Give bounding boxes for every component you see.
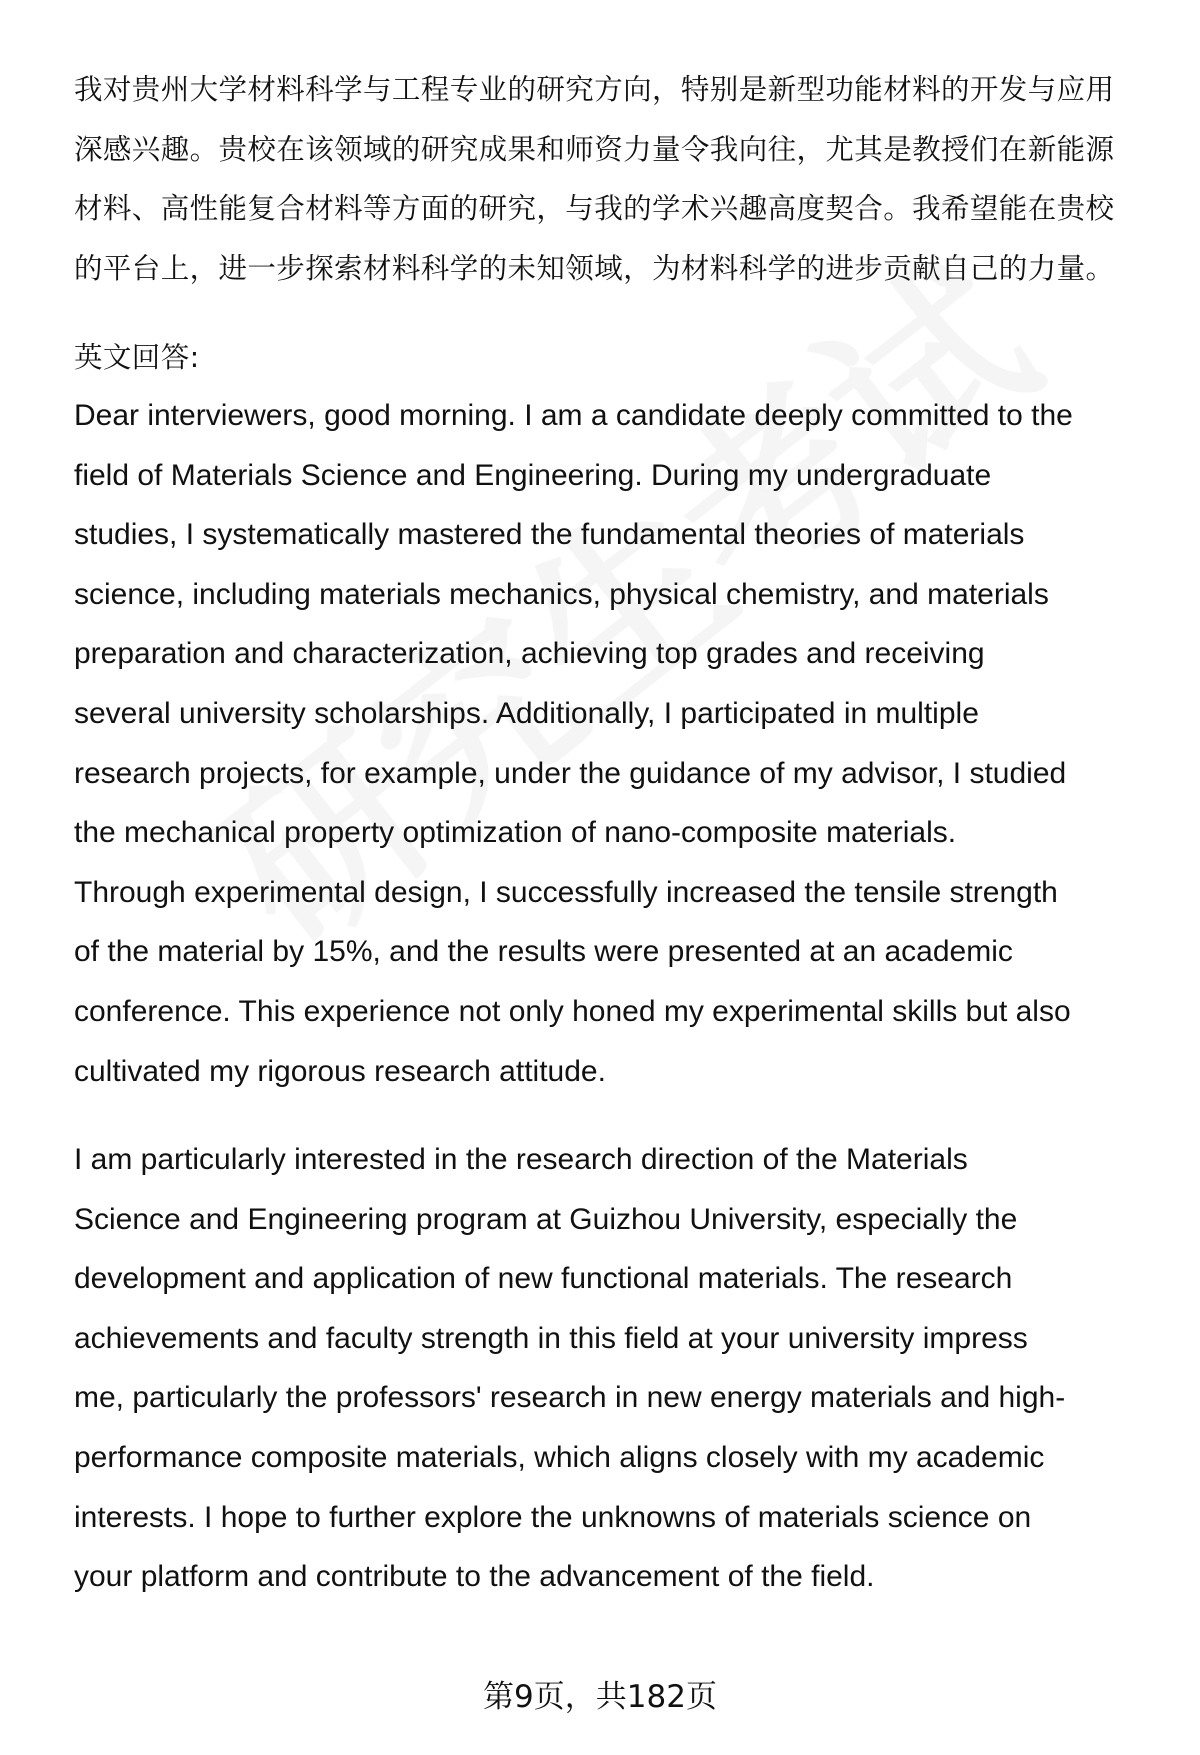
text-line: 深感兴趣。贵校在该领域的研究成果和师资力量令我向往，尤其是教授们在新能源	[74, 132, 1115, 166]
english-answer-label	[74, 328, 200, 388]
text-line: of the material by 15%, and the results were presented at an academic	[74, 935, 1013, 969]
text-line: conference. This experience not only honed my experimental skills but also	[74, 994, 1071, 1028]
text-line: 材料、高性能复合材料等方面的研究，与我的学术兴趣高度契合。我希望能在贵校	[74, 192, 1115, 226]
english-paragraph-1	[74, 386, 1073, 1101]
text-line: the mechanical property optimization of nano-composite materials.	[74, 816, 957, 850]
text-line: achievements and faculty strength in this field at your university impress	[74, 1321, 1028, 1355]
text-line: 的平台上，进一步探索材料科学的未知领域，为材料科学的进步贡献自己的力量。	[74, 251, 1115, 285]
text-line: Science and Engineering program at Guizhou University, especially the	[74, 1202, 1018, 1236]
text-line: studies, I systematically mastered the fundamental theories of materials	[74, 518, 1025, 552]
text-line: Through experimental design, I successfully increased the tensile strength	[74, 875, 1058, 909]
text-line: science, including materials mechanics, physical chemistry, and materials	[74, 577, 1049, 611]
text-line: interests. I hope to further explore the unknowns of materials science on	[74, 1500, 1032, 1534]
text-line: cultivated my rigorous research attitude.	[74, 1054, 606, 1088]
text-line: research projects, for example, under the guidance of my advisor, I studied	[74, 756, 1067, 790]
text-line: your platform and contribute to the advancement of the field.	[74, 1560, 875, 1594]
text-line: me, particularly the professors' research in new energy materials and high-	[74, 1381, 1066, 1415]
text-line: 我对贵州大学材料科学与工程专业的研究方向，特别是新型功能材料的开发与应用	[74, 73, 1115, 106]
text-line: I am particularly interested in the research direction of the Materials	[74, 1143, 968, 1176]
label-text: 英文回答:	[74, 341, 200, 374]
text-line: development and application of new functional materials. The research	[74, 1262, 1013, 1296]
text-line: Dear interviewers, good morning. I am a candidate deeply committed to the	[74, 399, 1073, 432]
text-line: performance composite materials, which aligns closely with my academic	[74, 1440, 1045, 1474]
text-line: preparation and characterization, achieving top grades and receiving	[74, 637, 985, 671]
english-paragraph-2	[74, 1130, 1065, 1607]
text-line: several university scholarships. Additionally, I participated in multiple	[74, 696, 979, 730]
page-number: 第9页，共182页	[483, 1679, 717, 1715]
chinese-paragraph	[74, 60, 1114, 298]
text-line: field of Materials Science and Engineering. During my undergraduate	[74, 458, 992, 492]
